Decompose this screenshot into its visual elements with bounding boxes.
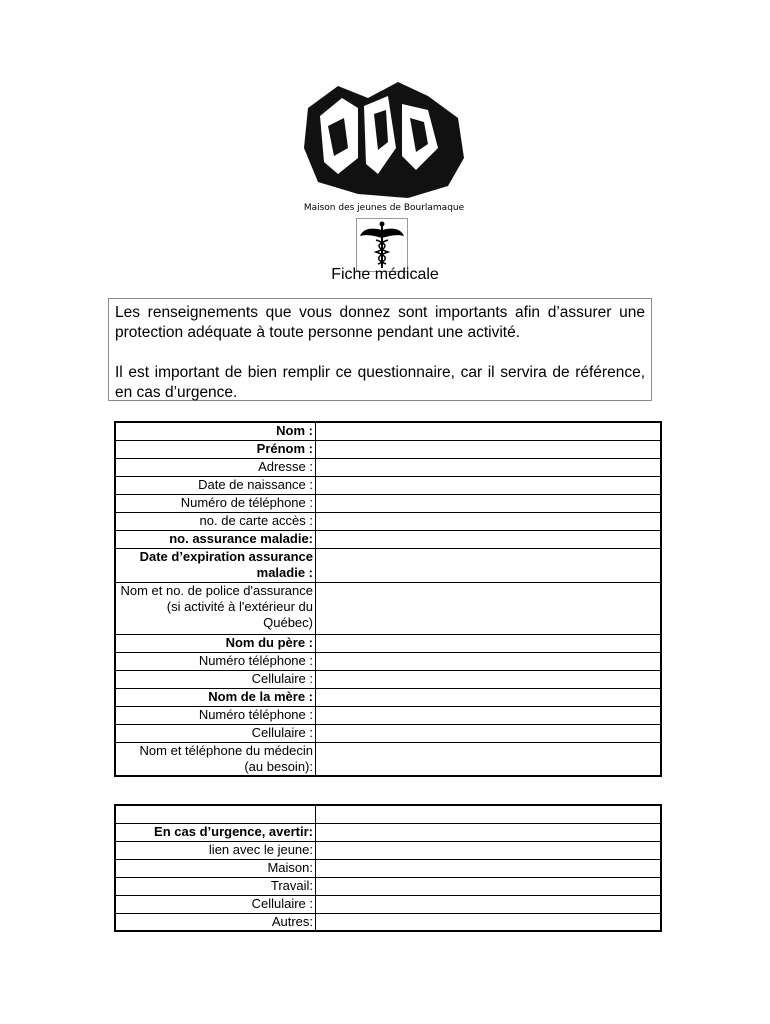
form-row [115, 859, 661, 877]
form-row [115, 652, 661, 670]
intro-paragraph-1: Les renseignements que vous donnez sont importants afin d’assurer une protection adéquate à toute personne pendant une activité. [115, 304, 645, 341]
form-row [115, 913, 661, 931]
field-input[interactable] [316, 582, 662, 634]
field-input[interactable] [316, 859, 662, 877]
field-label: no. de carte accès : [115, 512, 316, 530]
field-input[interactable] [316, 512, 662, 530]
field-input[interactable] [316, 895, 662, 913]
field-input[interactable] [316, 706, 662, 724]
form-row [115, 841, 661, 859]
field-label: lien avec le jeune: [115, 841, 316, 859]
field-label: Cellulaire : [115, 724, 316, 742]
field-label: Nom et téléphone du médecin (au besoin): [115, 742, 316, 776]
field-input[interactable] [316, 440, 662, 458]
field-label: Cellulaire : [115, 670, 316, 688]
intro-box [108, 298, 652, 401]
form-row [115, 582, 661, 634]
field-input[interactable] [316, 634, 662, 652]
form-row [115, 706, 661, 724]
field-input[interactable] [316, 742, 662, 776]
emergency-contact-table [114, 804, 662, 932]
field-label: Autres: [115, 913, 316, 931]
field-label: En cas d’urgence, avertir: [115, 823, 316, 841]
field-label: Numéro téléphone : [115, 706, 316, 724]
field-input[interactable] [316, 841, 662, 859]
form-row [115, 724, 661, 742]
field-input[interactable] [316, 530, 662, 548]
form-row [115, 895, 661, 913]
field-input[interactable] [316, 494, 662, 512]
field-label: Nom et no. de police d'assurance (si activité à l'extérieur du Québec) [115, 582, 316, 634]
field-label: Maison: [115, 859, 316, 877]
form-row [115, 512, 661, 530]
field-input[interactable] [316, 913, 662, 931]
field-label: Adresse : [115, 458, 316, 476]
field-label: Nom : [115, 422, 316, 440]
field-input[interactable] [316, 724, 662, 742]
field-input[interactable] [316, 548, 662, 582]
personal-info-table [114, 421, 662, 777]
form-row [115, 530, 661, 548]
form-row [115, 494, 661, 512]
form-row [115, 548, 661, 582]
form-row [115, 670, 661, 688]
form-row [115, 823, 661, 841]
field-input[interactable] [316, 877, 662, 895]
form-row [115, 422, 661, 440]
field-label: Date d’expiration assurance maladie : [115, 548, 316, 582]
field-input[interactable] [316, 805, 662, 823]
field-input[interactable] [316, 688, 662, 706]
field-label: Date de naissance : [115, 476, 316, 494]
piaque-logo [298, 78, 470, 218]
field-label: no. assurance maladie: [115, 530, 316, 548]
field-label: Travail: [115, 877, 316, 895]
field-input[interactable] [316, 422, 662, 440]
field-label [115, 805, 316, 823]
field-label: Nom du père : [115, 634, 316, 652]
field-label: Nom de la mère : [115, 688, 316, 706]
field-label: Prénom : [115, 440, 316, 458]
form-row [115, 805, 661, 823]
form-row [115, 476, 661, 494]
form-row [115, 742, 661, 776]
field-label: Cellulaire : [115, 895, 316, 913]
form-row [115, 458, 661, 476]
field-label: Numéro de téléphone : [115, 494, 316, 512]
form-row [115, 440, 661, 458]
field-input[interactable] [316, 670, 662, 688]
page-title: Fiche médicale [331, 266, 439, 283]
logo-subtitle: Maison des jeunes de Bourlamaque [303, 203, 465, 213]
field-input[interactable] [316, 823, 662, 841]
caduceus-icon [356, 218, 408, 272]
form-row [115, 877, 661, 895]
field-input[interactable] [316, 458, 662, 476]
form-row [115, 688, 661, 706]
field-input[interactable] [316, 476, 662, 494]
form-row [115, 634, 661, 652]
intro-paragraph-2: Il est important de bien remplir ce questionnaire, car il servira de référence, en cas d’urgence. [115, 364, 645, 401]
field-label: Numéro téléphone : [115, 652, 316, 670]
field-input[interactable] [316, 652, 662, 670]
